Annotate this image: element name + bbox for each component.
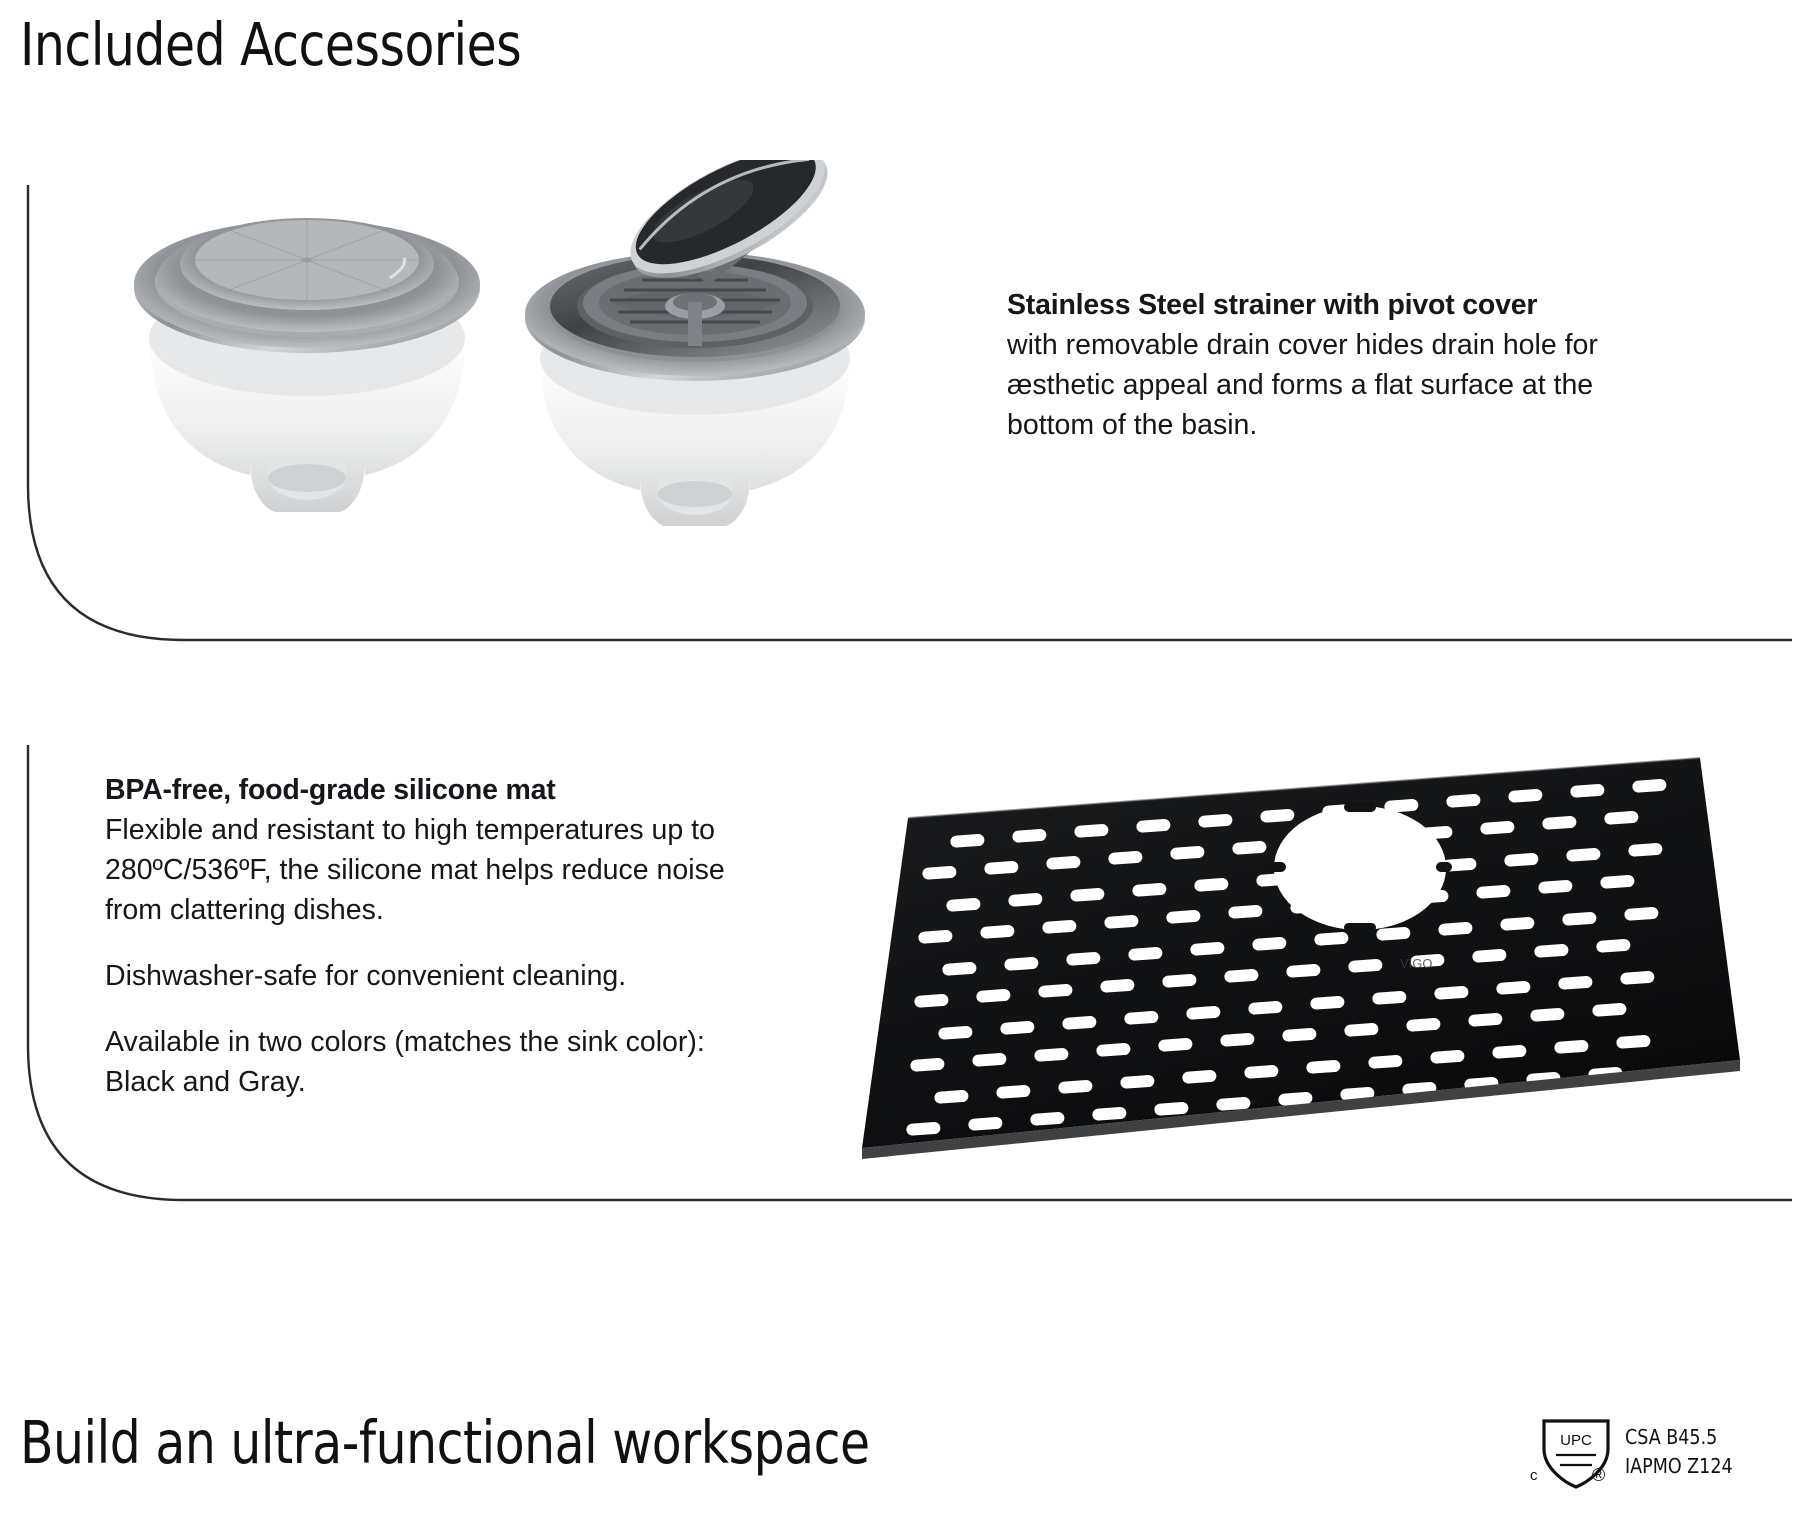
cert-line-2: IAPMO Z124 [1625,1454,1733,1478]
strainer-title: Stainless Steel strainer with pivot cover [1007,289,1538,321]
page-title-included-accessories: Included Accessories [20,10,522,79]
mat-paragraph-1: Flexible and resistant to high temperatures up to 280ºC/536ºF, the silicone mat helps reduce noise from clattering dishes. [105,814,725,926]
strainer-product-image [90,160,900,550]
upc-shield-icon [1530,1415,1622,1495]
cert-c-prefix: c [1530,1467,1538,1484]
mat-paragraph-3: Available in two colors (matches the sink color): Black and Gray. [105,1026,705,1098]
silicone-mat-description [105,770,725,1102]
certification-badge [1530,1415,1785,1500]
svg-text:VIGO: VIGO [1400,956,1433,971]
strainer-description [1007,285,1647,445]
mat-title: BPA-free, food-grade silicone mat [105,774,556,806]
cert-registered-mark: ® [1592,1465,1606,1485]
silicone-mat-image [800,740,1760,1220]
svg-text:UPC: UPC [1560,1432,1592,1449]
strainer-body: with removable drain cover hides drain hole for æsthetic appeal and forms a flat surface at the bottom of the basin. [1007,329,1598,441]
cert-line-1: CSA B45.5 [1625,1425,1718,1449]
mat-paragraph-2: Dishwasher-safe for convenient cleaning. [105,960,627,992]
page-title-build-workspace: Build an ultra-functional workspace [20,1408,870,1477]
